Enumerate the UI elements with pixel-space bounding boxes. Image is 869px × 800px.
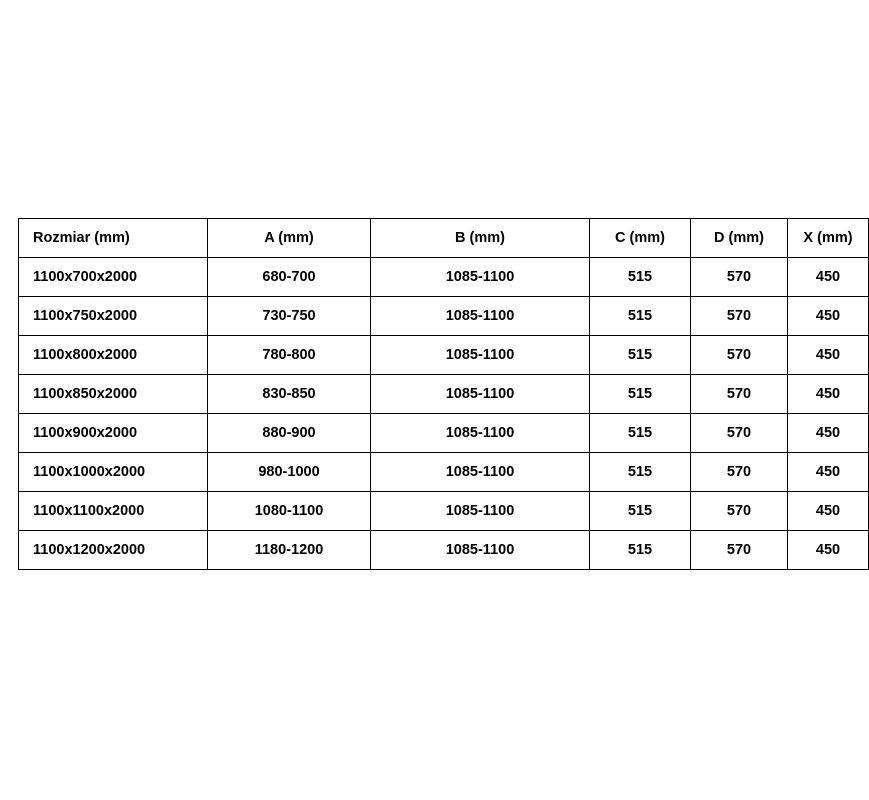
cell-rozmiar: 1100x800x2000: [19, 336, 208, 375]
table-row: [19, 453, 869, 492]
table-header: [19, 219, 869, 258]
cell-b: 1085-1100: [371, 453, 590, 492]
column-header-c: C (mm): [590, 219, 691, 258]
cell-a: 680-700: [208, 258, 371, 297]
cell-rozmiar: 1100x900x2000: [19, 414, 208, 453]
cell-d: 570: [691, 375, 788, 414]
cell-x: 450: [788, 453, 869, 492]
cell-d: 570: [691, 297, 788, 336]
table-body: [19, 258, 869, 570]
cell-rozmiar: 1100x750x2000: [19, 297, 208, 336]
table-row: [19, 414, 869, 453]
cell-a: 730-750: [208, 297, 371, 336]
cell-b: 1085-1100: [371, 531, 590, 570]
cell-x: 450: [788, 336, 869, 375]
cell-a: 880-900: [208, 414, 371, 453]
cell-c: 515: [590, 297, 691, 336]
cell-d: 570: [691, 531, 788, 570]
cell-c: 515: [590, 414, 691, 453]
cell-rozmiar: 1100x700x2000: [19, 258, 208, 297]
column-header-b: B (mm): [371, 219, 590, 258]
cell-d: 570: [691, 453, 788, 492]
cell-c: 515: [590, 258, 691, 297]
table-row: [19, 375, 869, 414]
cell-x: 450: [788, 258, 869, 297]
specifications-table-container: [18, 218, 853, 570]
column-header-rozmiar: Rozmiar (mm): [19, 219, 208, 258]
cell-rozmiar: 1100x1000x2000: [19, 453, 208, 492]
cell-rozmiar: 1100x1200x2000: [19, 531, 208, 570]
cell-c: 515: [590, 336, 691, 375]
cell-d: 570: [691, 258, 788, 297]
cell-a: 830-850: [208, 375, 371, 414]
cell-c: 515: [590, 531, 691, 570]
cell-d: 570: [691, 492, 788, 531]
cell-x: 450: [788, 375, 869, 414]
cell-a: 980-1000: [208, 453, 371, 492]
cell-d: 570: [691, 336, 788, 375]
table-header-row: [19, 219, 869, 258]
cell-b: 1085-1100: [371, 492, 590, 531]
column-header-d: D (mm): [691, 219, 788, 258]
cell-rozmiar: 1100x850x2000: [19, 375, 208, 414]
specifications-table: [18, 218, 869, 570]
table-row: [19, 258, 869, 297]
cell-d: 570: [691, 414, 788, 453]
column-header-x: X (mm): [788, 219, 869, 258]
cell-b: 1085-1100: [371, 414, 590, 453]
cell-x: 450: [788, 297, 869, 336]
cell-b: 1085-1100: [371, 336, 590, 375]
table-row: [19, 492, 869, 531]
cell-a: 1080-1100: [208, 492, 371, 531]
cell-a: 1180-1200: [208, 531, 371, 570]
cell-b: 1085-1100: [371, 258, 590, 297]
cell-c: 515: [590, 492, 691, 531]
cell-b: 1085-1100: [371, 297, 590, 336]
cell-x: 450: [788, 492, 869, 531]
cell-rozmiar: 1100x1100x2000: [19, 492, 208, 531]
cell-a: 780-800: [208, 336, 371, 375]
cell-c: 515: [590, 453, 691, 492]
table-row: [19, 336, 869, 375]
column-header-a: A (mm): [208, 219, 371, 258]
cell-b: 1085-1100: [371, 375, 590, 414]
cell-x: 450: [788, 531, 869, 570]
table-row: [19, 531, 869, 570]
cell-c: 515: [590, 375, 691, 414]
table-row: [19, 297, 869, 336]
cell-x: 450: [788, 414, 869, 453]
